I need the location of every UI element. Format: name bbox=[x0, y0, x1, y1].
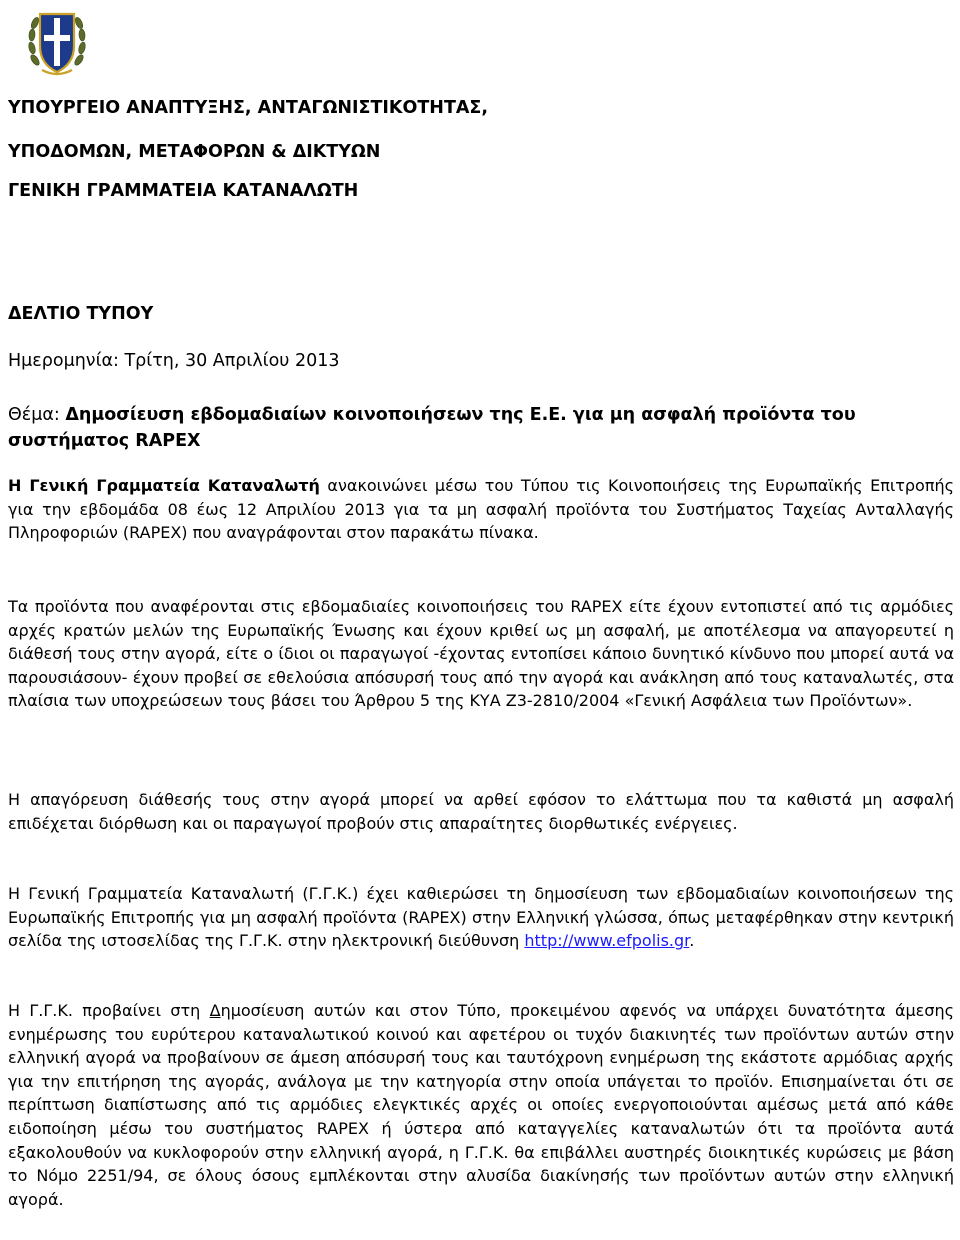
ministry-line-2: ΥΠΟΔΟΜΩΝ, ΜΕΤΑΦΟΡΩΝ & ΔΙΚΤΥΩΝ bbox=[8, 142, 381, 162]
press-text-rest: ημοσίευση αυτών και στον Τύπο, προκειμένου αφενός να υπάρχει δυνατότητα άμεσης ενημέρωσης του ευρύτερου καταναλωτικού κοινού και αφετέρου οι τυχόν διακινητές των προϊόντων αυτών στην ελληνική αγορά να προβαίνουν σε άμεση απόσυρσή τους και ταυτόχρονη ενημέρωση της εκάστοτε αρμόδιας αρχής για την επιτήρηση της αγοράς, ανάλογα με την κατηγορία στην οποία υπάγεται το προϊόν. Επισημαίνεται ότι σε περίπτωση διαπίστωσης από τις αρμόδιες ελεγκτικές αρχές οι οποίες ενεργοποιούνται αμέσως μετά από κάθε ειδοποίηση μέσω του συστήματος RAPEX ή ύστερα από καταγγελίες καταναλωτών ότι τα προϊόντα αυτά εξακολουθούν να κυκλοφορούν στην ελληνική αγορά, η Γ.Γ.Κ. θα επιβάλλει αυστηρές διοικητικές κυρώσεις με βάση το Νόμο 2251/94, σε όλους όσους εμπλέκονται στην αλυσίδα διακίνησής των προϊόντων αυτών στην ελληνική αγορά. bbox=[8, 1001, 955, 1209]
paragraph-publication bbox=[8, 882, 954, 953]
ministry-heading bbox=[8, 86, 954, 174]
paragraph-press-publication bbox=[8, 999, 954, 1211]
paragraph-announcement bbox=[8, 474, 954, 545]
announcement-text: ανακοινώνει μέσω του Τύπου τις Κοινοποιήσεις της Ευρωπαϊκής Επιτροπής για την εβδομάδα 08 έως 12 Απριλίου 2013 για τα μη ασφαλή προϊόντα του Συστήματος Ταχείας Ανταλλαγής Πληροφοριών (RAPEX) που αναγράφονται στον παρακάτω πίνακα. bbox=[8, 476, 955, 543]
paragraph-products: Τα προϊόντα που αναφέρονται στις εβδομαδιαίες κοινοποιήσεις του RAPEX είτε έχουν εντοπιστεί από τις αρμόδιες αρχές κρατών μελών της Ευρωπαϊκής Ένωσης και έχουν κριθεί ως μη ασφαλή, με αποτέλεσμα να απαγορευτεί η διάθεσή τους στην αγορά, είτε ο ίδιοι οι παραγωγοί -έχοντας εντοπίσει κάποιο δυνητικό κίνδυνο που μπορεί αυτά να παρουσιάσουν- έχουν προβεί σε εθελούσια απόσυρσή τους από την αγορά και ανάκληση από τους καταναλωτές, στα πλαίσια των υποχρεώσεων τους βάσει του Άρθρου 5 της ΚΥΑ Ζ3-2810/2004 «Γενική Ασφάλεια των Προϊόντων». bbox=[8, 597, 954, 711]
subject-prefix: Θέμα: bbox=[8, 405, 66, 425]
release-date: Ημερομηνία: Τρίτη, 30 Απριλίου 2013 bbox=[8, 351, 340, 371]
secretariat-name: Η Γενική Γραμματεία Καταναλωτή bbox=[8, 476, 320, 495]
publication-end: . bbox=[689, 931, 695, 951]
press-release-title: ΔΕΛΤΙΟ ΤΥΠΟΥ bbox=[8, 304, 154, 324]
publication-text: Η Γενική Γραμματεία Καταναλωτή (Γ.Γ.Κ.) έχει καθιερώσει τη δημοσίευση των εβδομαδιαίων κοινοποιήσεων της Ευρωπαϊκής Επιτροπής για μη ασφαλή προϊόντα (RAPEX) στην Ελληνική γλώσσα, όπως μεταφέρθηκαν στην κεντρική σελίδα της ιστοσελίδας της Γ.Γ.Κ. στην ηλεκτρονική διεύθυνση bbox=[8, 884, 954, 951]
press-text-underlined: Δ bbox=[209, 1001, 221, 1020]
greek-state-emblem-icon bbox=[26, 2, 88, 78]
secretariat-heading: ΓΕΝΙΚΗ ΓΡΑΜΜΑΤΕΙΑ ΚΑΤΑΝΑΛΩΤΗ bbox=[8, 181, 359, 201]
press-text-start: Η Γ.Γ.Κ. προβαίνει στη bbox=[8, 1001, 210, 1020]
paragraph-ban-lift: Η απαγόρευση διάθεσής τους στην αγορά μπορεί να αρθεί εφόσον το ελάττωμα που τα καθιστά μη ασφαλή επιδέχεται διόρθωση και οι παραγωγοί προβούν στις απαραίτητες διορθωτικές ενέργειες. bbox=[8, 790, 954, 833]
subject-title: Δημοσίευση εβδομαδιαίων κοινοποιήσεων της Ε.Ε. για μη ασφαλή προϊόντα του συστήματος RAPEX bbox=[8, 405, 856, 451]
efpolis-link[interactable]: http://www.efpolis.gr bbox=[524, 931, 690, 951]
ministry-line-1: ΥΠΟΥΡΓΕΙΟ ΑΝΑΠΤΥΞΗΣ, ΑΝΤΑΓΩΝΙΣΤΙΚΟΤΗΤΑΣ, bbox=[8, 98, 489, 118]
subject-line bbox=[8, 402, 954, 454]
